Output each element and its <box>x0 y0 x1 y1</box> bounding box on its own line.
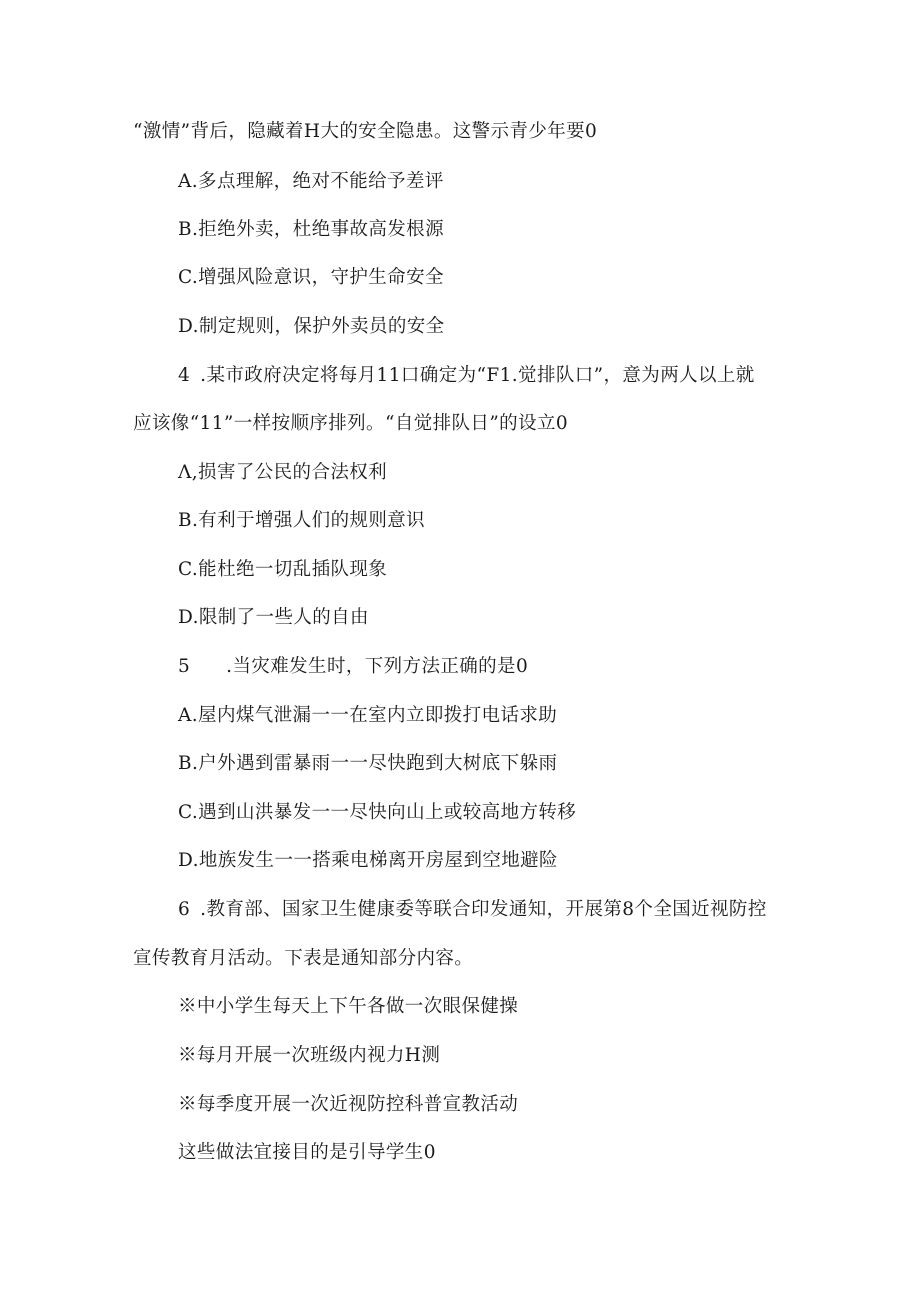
q4-stem-line1-text: .某市政府决定将每月11口确定为“F1.觉排队口”，意为两人以上就 <box>200 365 755 386</box>
q4-number: 4 <box>178 365 191 386</box>
q6-note-1: ※中小学生每天上下午各做一次眼保健操 <box>178 996 519 1017</box>
q6-stem-line1-text: .教育部、国家卫生健康委等联合印发通知，开展第8个全国近视防控 <box>200 899 767 920</box>
q5-option-a: A.屋内煤气泄漏一一在室内立即拨打电话求助 <box>178 705 558 726</box>
q6-stem-line2: 宣传教育月活动。下表是通知部分内容。 <box>133 948 474 969</box>
q6-number: 6 <box>178 899 191 920</box>
q6-question: 这些做法宜接目的是引导学生0 <box>178 1142 436 1163</box>
q4-option-d: D.限制了一些人的自由 <box>178 607 369 628</box>
q4-option-b: B.有利于增强人们的规则意识 <box>178 510 426 531</box>
q5-option-b: B.户外遇到雷暴雨一一尽快跑到大树底下躲雨 <box>178 753 558 774</box>
q5-option-c: C.遇到山洪暴发一一尽快向山上或较高地方转移 <box>178 802 577 823</box>
q3-option-a: A.多点理解，绝对不能给予差评 <box>178 171 444 192</box>
q4-stem-line1 <box>178 364 755 388</box>
q5-stem-text: .当灾难发生时，下列方法正确的是0 <box>226 656 529 677</box>
q3-stem-text: “激情”背后，隐藏着H大的安全隐患。这警示青少年要0 <box>133 121 598 142</box>
q5-number: 5 <box>178 656 191 677</box>
q5-stem <box>178 655 528 679</box>
q6-note-3: ※每季度开展一次近视防控科普宣教活动 <box>178 1094 519 1115</box>
q4-stem-line2: 应该像“11”一样按顺序排列。“自觉排队日”的设立0 <box>133 413 569 434</box>
q5-option-d: D.地族发生一一搭乘电梯离开房屋到空地避险 <box>178 850 558 871</box>
q6-note-2: ※每月开展一次班级内视力H测 <box>178 1045 441 1066</box>
q4-option-a: Λ,损害了公民的合法权利 <box>178 462 388 483</box>
q3-option-c: C.增强风险意识，守护生命安全 <box>178 267 444 288</box>
q3-option-d: D.制定规则，保护外卖员的安全 <box>178 316 445 337</box>
q3-option-b: B.拒绝外卖，杜绝事故高发根源 <box>178 219 444 240</box>
q4-option-c: C.能杜绝一切乱插队现象 <box>178 559 388 580</box>
q6-stem-line1 <box>178 898 767 922</box>
